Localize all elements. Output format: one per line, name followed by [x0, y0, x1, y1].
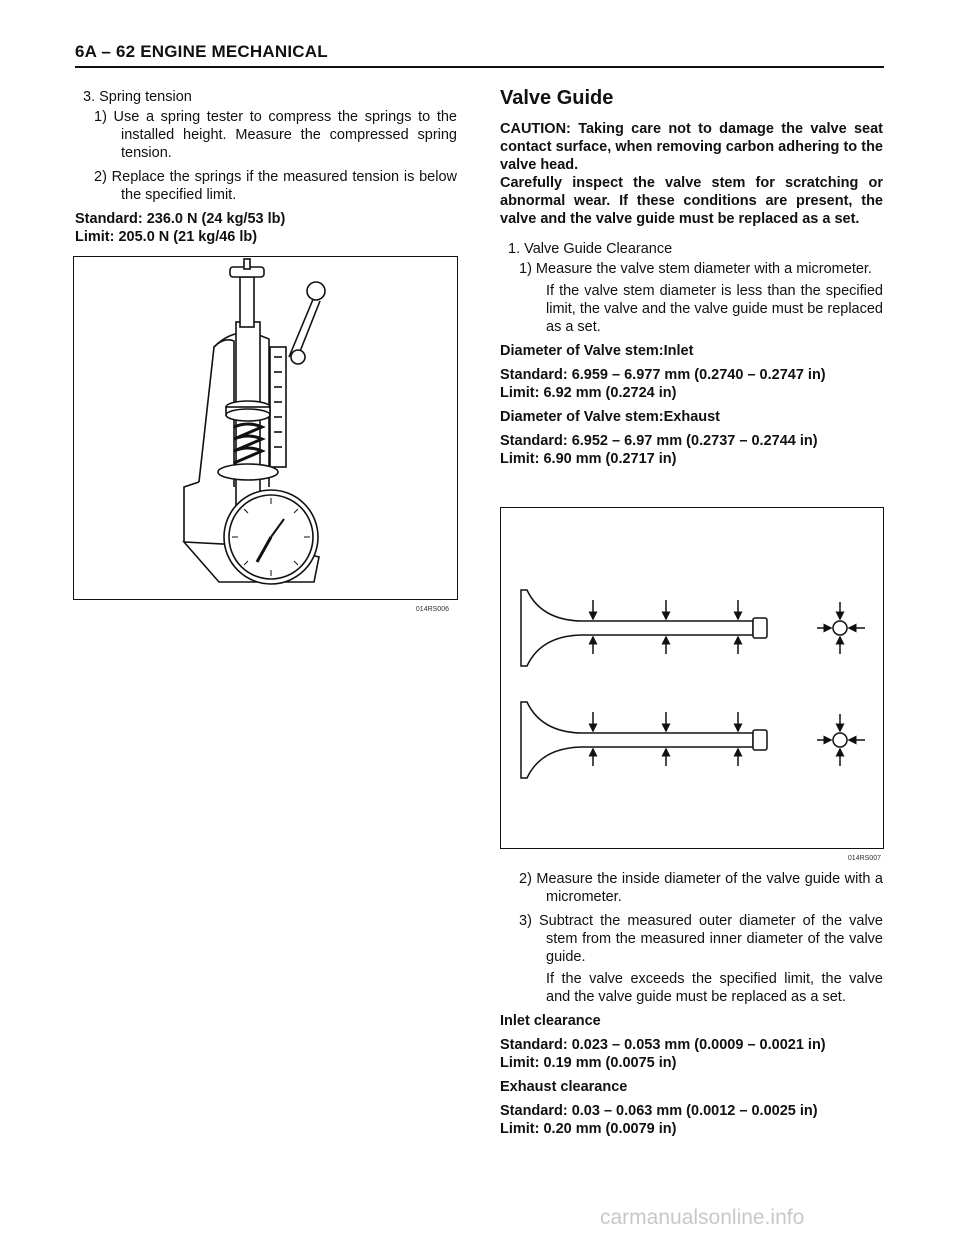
valve-measurement-illustration: [501, 508, 883, 848]
spring-standard: Standard: 236.0 N (24 kg/53 lb): [75, 211, 286, 227]
exhaust-diameter-limit: Limit: 6.90 mm (0.2717 in): [500, 451, 677, 467]
spring-tester-illustration: [74, 257, 457, 599]
exhaust-clearance-limit: Limit: 0.20 mm (0.0079 in): [500, 1121, 677, 1137]
watermark: carmanualsonline.info: [600, 1206, 805, 1229]
caution-text-2: Carefully inspect the valve stem for scratching or abnormal wear. If these conditions are present, the valve and the valve guide must be replaced as a set.: [500, 175, 883, 227]
right-column: [500, 86, 883, 468]
valve-step-3-note: If the valve exceeds the specified limit, the valve and the valve guide must be replaced as a set.: [546, 971, 883, 1005]
spring-limit: Limit: 205.0 N (21 kg/46 lb): [75, 229, 258, 245]
figure-code: 014RS006: [415, 606, 449, 613]
inlet-clearance-heading: Inlet clearance: [500, 1013, 601, 1029]
inlet-clearance-standard: Standard: 0.023 – 0.053 mm (0.0009 – 0.0021 in): [500, 1037, 826, 1053]
valve-step-2: 2) Measure the inside diameter of the valve guide with a micrometer.: [519, 871, 883, 905]
inlet-diameter-standard: Standard: 6.959 – 6.977 mm (0.2740 – 0.2747 in): [500, 367, 826, 383]
header-rule: [75, 66, 884, 68]
page-header: 6A – 62 ENGINE MECHANICAL: [75, 42, 328, 61]
exhaust-clearance-heading: Exhaust clearance: [500, 1079, 628, 1095]
valve-figure: [500, 507, 884, 862]
valve-step-1: 1) Measure the valve stem diameter with a micrometer.: [519, 261, 872, 277]
exhaust-diameter-standard: Standard: 6.952 – 6.97 mm (0.2737 – 0.2744 in): [500, 433, 818, 449]
spring-tester-figure: [73, 256, 458, 613]
spring-step-2: 2) Replace the springs if the measured tension is below the specified limit.: [94, 169, 457, 203]
inlet-diameter-limit: Limit: 6.92 mm (0.2724 in): [500, 385, 677, 401]
right-column-lower: [500, 870, 883, 1138]
caution-text: CAUTION: Taking care not to damage the valve seat contact surface, when removing carbon adhering to the valve head.: [500, 121, 883, 173]
valve-step-3: 3) Subtract the measured outer diameter of the valve stem from the measured inner diameter of the valve guide.: [519, 913, 883, 965]
valve-step-1-note: If the valve stem diameter is less than the specified limit, the valve and the valve guide must be replaced as a set.: [546, 283, 883, 335]
exhaust-clearance-standard: Standard: 0.03 – 0.063 mm (0.0012 – 0.0025 in): [500, 1103, 818, 1119]
inlet-clearance-limit: Limit: 0.19 mm (0.0075 in): [500, 1055, 677, 1071]
section-title: Valve Guide: [500, 87, 614, 109]
left-column: [75, 88, 457, 246]
spring-step-1: 1) Use a spring tester to compress the springs to the installed height. Measure the compressed spring tension.: [94, 109, 457, 161]
inlet-diameter-heading: Diameter of Valve stem:Inlet: [500, 343, 694, 359]
item-spring-tension: 3. Spring tension: [83, 89, 192, 105]
figure-code: 014RS007: [847, 855, 881, 862]
exhaust-diameter-heading: Diameter of Valve stem:Exhaust: [500, 409, 721, 425]
item-valve-guide-clearance: 1. Valve Guide Clearance: [508, 241, 673, 257]
